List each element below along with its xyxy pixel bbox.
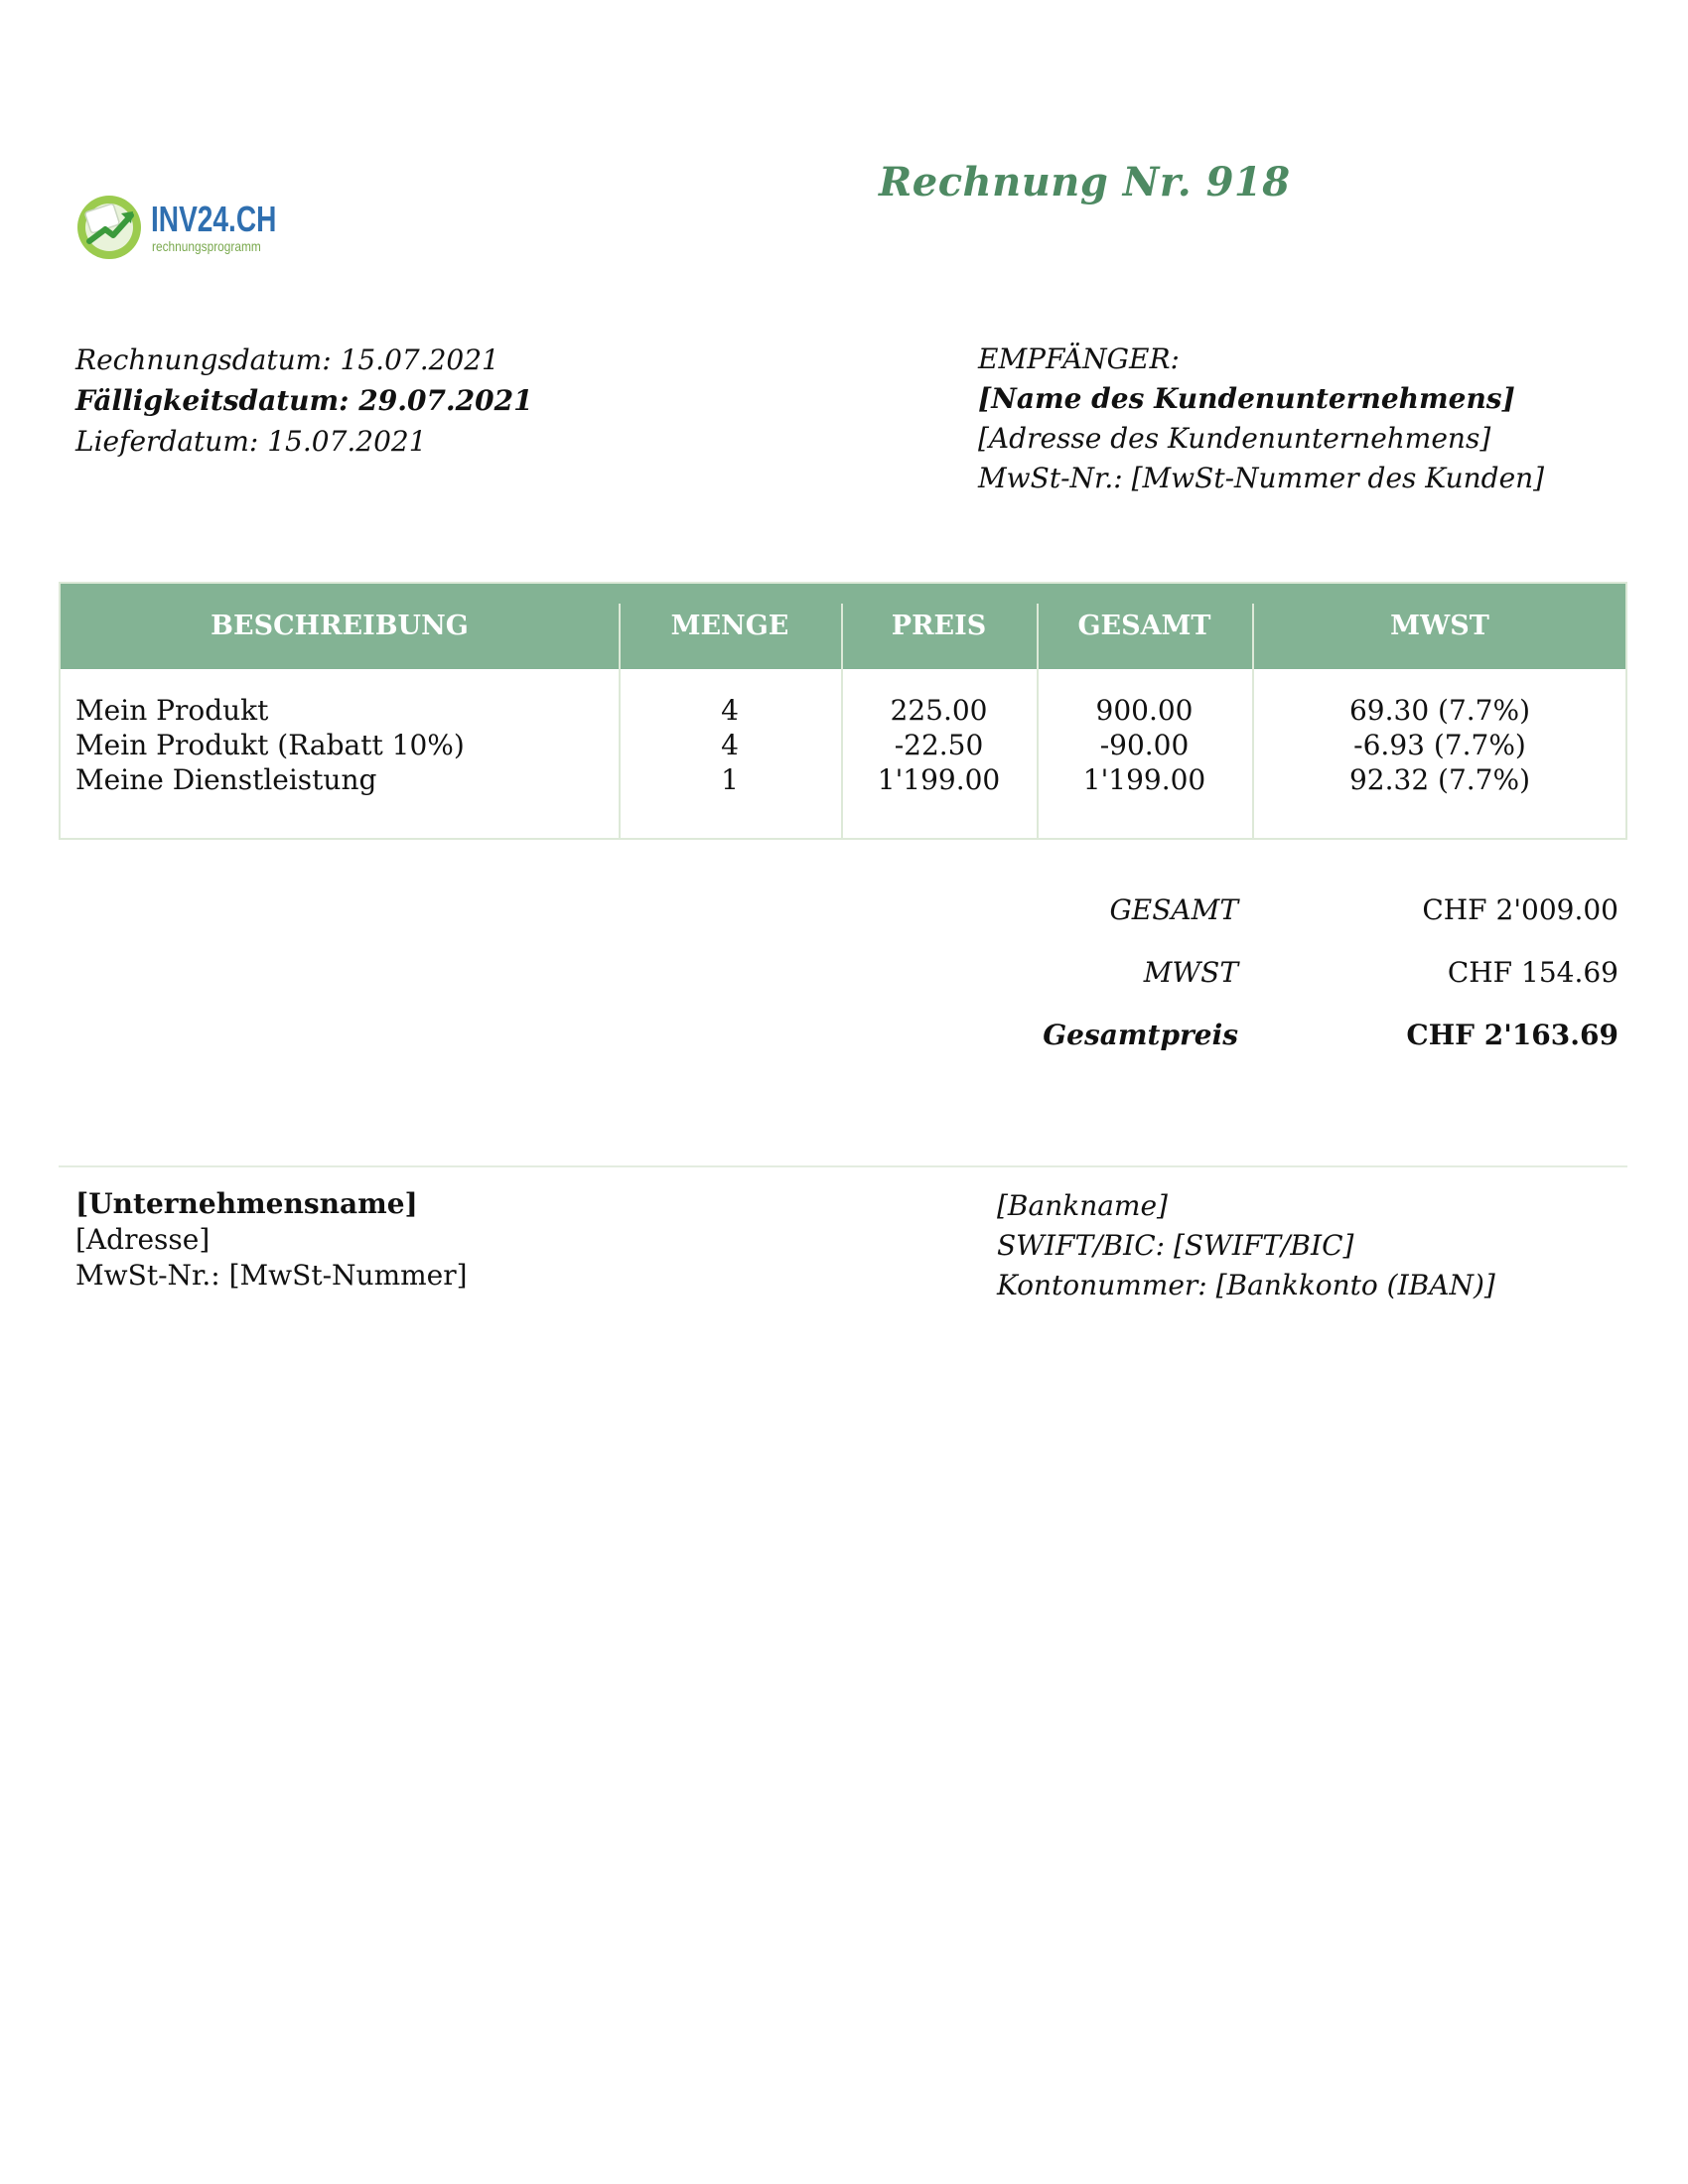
header-vat: MWST	[1390, 611, 1489, 641]
grand-total-label: Gesamtpreis	[1043, 1019, 1238, 1051]
subtotal-label: GESAMT	[1109, 893, 1238, 926]
grand-total-value: CHF 2'163.69	[1406, 1019, 1618, 1051]
table-cell: -6.93 (7.7%)	[1353, 729, 1526, 761]
company-name: [Unternehmensname]	[75, 1187, 418, 1220]
growth-arrow-logo-icon	[75, 194, 143, 261]
table-cell: -22.50	[894, 729, 984, 761]
recipient-label: EMPFÄNGER:	[978, 342, 1180, 375]
recipient-vat: MwSt-Nr.: [MwSt-Nummer des Kunden]	[978, 462, 1545, 494]
header-description: BESCHREIBUNG	[211, 611, 469, 641]
vat-row	[993, 956, 1618, 996]
table-cell: 69.30 (7.7%)	[1348, 694, 1531, 727]
header-price: PREIS	[891, 611, 987, 641]
price-column	[841, 693, 1037, 797]
table-cell: 92.32 (7.7%)	[1348, 763, 1531, 796]
bank-name: [Bankname]	[997, 1189, 1168, 1222]
vat-label: MWST	[1143, 956, 1238, 989]
subtotal-row	[993, 893, 1618, 933]
table-cell: -90.00	[1099, 729, 1190, 761]
items-table	[59, 582, 1627, 840]
recipient-block	[978, 340, 1544, 498]
invoice-date: Rechnungsdatum: 15.07.2021	[75, 343, 499, 376]
grand-total-row	[993, 1019, 1618, 1058]
table-cell: 225.00	[890, 694, 988, 727]
invoice-dates	[75, 340, 533, 462]
subtotal-value: CHF 2'009.00	[1422, 893, 1618, 926]
header-total: GESAMT	[1077, 611, 1211, 641]
company-logo	[75, 192, 277, 263]
table-cell: 900.00	[1095, 694, 1194, 727]
company-block	[75, 1186, 468, 1294]
bank-block	[997, 1186, 1495, 1305]
table-cell: Meine Dienstleistung	[75, 763, 377, 796]
vat-column	[1252, 693, 1627, 797]
table-cell: 1'199.00	[1082, 763, 1206, 796]
vat-value: CHF 154.69	[1447, 956, 1618, 989]
table-cell: Mein Produkt (Rabatt 10%)	[75, 729, 465, 761]
table-cell: 1	[721, 763, 739, 796]
quantity-column	[619, 693, 841, 797]
delivery-date: Lieferdatum: 15.07.2021	[75, 425, 427, 458]
table-cell: 4	[721, 694, 739, 727]
table-cell: 1'199.00	[877, 763, 1001, 796]
recipient-name: [Name des Kundenunternehmens]	[978, 382, 1515, 415]
bank-account: Kontonummer: [Bankkonto (IBAN)]	[997, 1269, 1495, 1301]
table-cell: Mein Produkt	[75, 694, 269, 727]
logo-tagline: rechnungsprogramm	[152, 238, 261, 254]
total-column	[1037, 693, 1252, 797]
description-column	[75, 693, 612, 797]
header-quantity: MENGE	[670, 611, 789, 641]
footer-divider	[59, 1165, 1627, 1167]
company-address: [Adresse]	[75, 1223, 211, 1256]
recipient-address: [Adresse des Kundenunternehmens]	[978, 422, 1491, 455]
due-date: Fälligkeitsdatum: 29.07.2021	[75, 384, 533, 417]
invoice-title: Rechnung Nr. 918	[879, 159, 1291, 205]
logo-name: INV24.CH	[151, 199, 277, 239]
table-cell: 4	[721, 729, 739, 761]
company-vat: MwSt-Nr.: [MwSt-Nummer]	[75, 1259, 468, 1292]
bank-swift: SWIFT/BIC: [SWIFT/BIC]	[997, 1229, 1354, 1262]
